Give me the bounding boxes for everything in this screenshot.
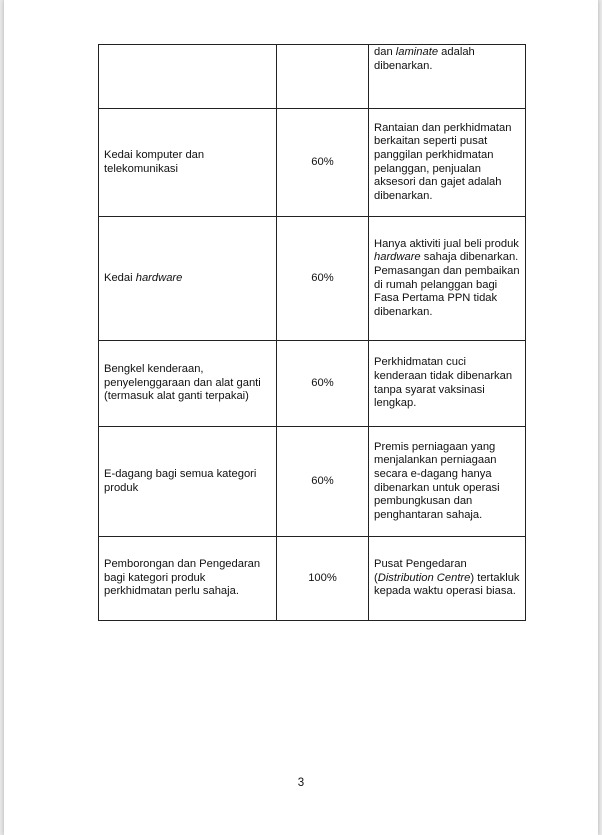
capacity-cell: 60%: [277, 341, 369, 427]
table-row: [99, 217, 526, 341]
notes-text: Distribution Centre: [377, 571, 471, 584]
notes-text: Pusat Pengedaran (: [374, 558, 467, 584]
notes-cell: [369, 217, 526, 341]
notes-text: adalah dibenarkan.: [374, 46, 475, 72]
notes-text: sahaja dibenarkan. Pemasangan dan pembaikan di rumah pelanggan bagi Fasa Pertama PPN tidak dibenarkan.: [374, 251, 520, 318]
sector-text: Pemborongan dan Pengedaran bagi kategori produk perkhidmatan perlu sahaja.: [104, 558, 261, 598]
sector-text: Bengkel kenderaan, penyelenggaraan dan alat ganti (termasuk alat ganti terpakai): [104, 363, 261, 403]
sector-cell: [99, 45, 277, 109]
sector-cell: [99, 427, 277, 537]
notes-cell: [369, 341, 526, 427]
notes-text: Hanya aktiviti jual beli produk: [374, 237, 519, 250]
document-page: [4, 0, 598, 835]
table-row: [99, 341, 526, 427]
capacity-cell: 60%: [277, 109, 369, 217]
notes-text: Rantaian dan perkhidmatan berkaitan seperti pusat panggilan perkhidmatan pelanggan, penjualan aksesori dan gajet adalah dibenarkan.: [374, 121, 512, 202]
sector-cell: [99, 217, 277, 341]
notes-cell: [369, 109, 526, 217]
sector-text: E-dagang bagi semua kategori produk: [104, 467, 257, 494]
capacity-cell: [277, 45, 369, 109]
table-row: [99, 427, 526, 537]
notes-cell: [369, 537, 526, 621]
capacity-cell: 60%: [277, 427, 369, 537]
notes-cell: [369, 427, 526, 537]
notes-text: Perkhidmatan cuci kenderaan tidak dibenarkan tanpa syarat vaksinasi lengkap.: [374, 356, 513, 410]
notes-text: laminate: [395, 46, 439, 58]
table-row: [99, 109, 526, 217]
notes-text: dan: [374, 46, 396, 58]
notes-text: hardware: [374, 251, 421, 264]
sector-cell: [99, 341, 277, 427]
sector-text: Kedai komputer dan telekomunikasi: [104, 148, 205, 175]
sector-text: Kedai: [104, 271, 136, 284]
sector-table: [98, 44, 526, 621]
capacity-cell: 100%: [277, 537, 369, 621]
table-row: [99, 537, 526, 621]
sector-cell: [99, 537, 277, 621]
notes-text: ) tertakluk kepada waktu operasi biasa.: [374, 571, 520, 598]
notes-text: Premis perniagaan yang menjalankan perniagaan secara e-dagang hanya dibenarkan untuk operasi pembungkusan dan penghantaran sahaja.: [374, 440, 500, 521]
capacity-cell: 60%: [277, 217, 369, 341]
table-row: [99, 45, 526, 109]
page-number: 3: [297, 777, 305, 789]
notes-cell: [369, 45, 526, 109]
sector-text: hardware: [135, 271, 183, 284]
sector-cell: [99, 109, 277, 217]
